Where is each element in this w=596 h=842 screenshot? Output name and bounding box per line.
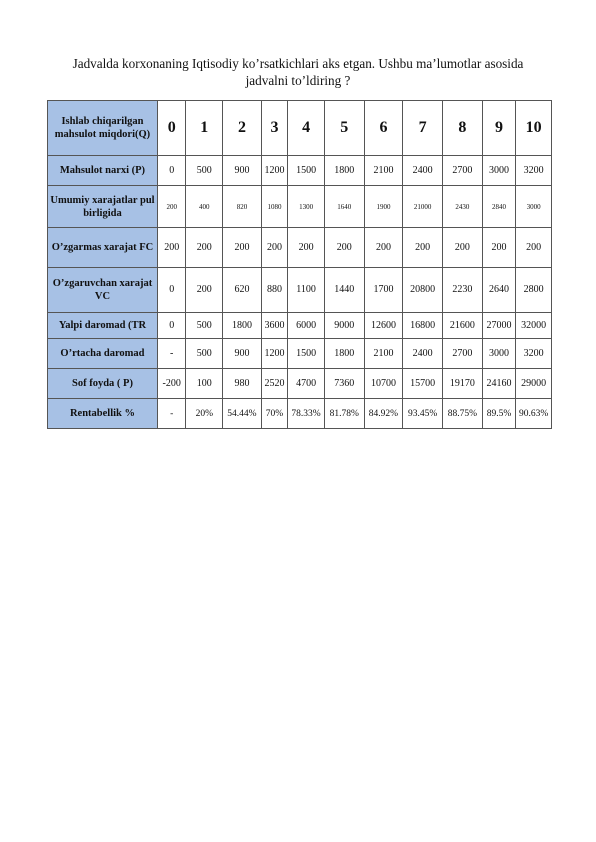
table-cell: 0 <box>157 313 186 339</box>
table-cell: 1700 <box>364 268 403 313</box>
table-cell: 3600 <box>261 313 287 339</box>
row-label: O’zgaruvchan xarajat VC <box>48 268 158 313</box>
table-cell: 12600 <box>364 313 403 339</box>
table-cell: - <box>157 399 186 429</box>
table-cell: 1500 <box>288 156 325 186</box>
table-cell: 0 <box>157 156 186 186</box>
table-cell: 29000 <box>516 369 552 399</box>
table-cell: 900 <box>223 156 262 186</box>
table-cell: 24160 <box>482 369 516 399</box>
row-label: O’rtacha daromad <box>48 339 158 369</box>
table-cell: 2700 <box>442 339 482 369</box>
table-cell: 620 <box>223 268 262 313</box>
page-title <box>50 55 546 89</box>
table-cell: 400 <box>186 186 223 228</box>
table-cell: 2430 <box>442 186 482 228</box>
row-label: O’zgarmas xarajat FC <box>48 228 158 268</box>
table-cell: 70% <box>261 399 287 429</box>
table-cell: 200 <box>516 228 552 268</box>
table-cell: 200 <box>288 228 325 268</box>
table-cell: 500 <box>186 156 223 186</box>
table-cell: 1800 <box>324 156 364 186</box>
table-row <box>48 186 552 228</box>
table-cell: 15700 <box>403 369 443 399</box>
table-cell: 1800 <box>223 313 262 339</box>
table-cell: 1800 <box>324 339 364 369</box>
table-cell: 1900 <box>364 186 403 228</box>
table-cell: 200 <box>186 228 223 268</box>
table-cell: 2100 <box>364 156 403 186</box>
table-row <box>48 339 552 369</box>
header-cell: 6 <box>364 101 403 156</box>
table-cell: 32000 <box>516 313 552 339</box>
table-cell: 10700 <box>364 369 403 399</box>
table-cell: 90.63% <box>516 399 552 429</box>
table-cell: 89.5% <box>482 399 516 429</box>
table-cell: 200 <box>223 228 262 268</box>
table-cell: 200 <box>482 228 516 268</box>
table-cell: 980 <box>223 369 262 399</box>
header-cell: 8 <box>442 101 482 156</box>
title-line-2: jadvalni to’ldiring ? <box>245 73 351 88</box>
table-cell: 200 <box>157 186 186 228</box>
table-cell: 78.33% <box>288 399 325 429</box>
row-label: Umumiy xarajatlar pul birligida <box>48 186 158 228</box>
table-cell: 81.78% <box>324 399 364 429</box>
table-row <box>48 369 552 399</box>
table-cell: - <box>157 339 186 369</box>
header-cell: 9 <box>482 101 516 156</box>
table-cell: 1100 <box>288 268 325 313</box>
indicators-table <box>47 100 552 429</box>
header-cell: 10 <box>516 101 552 156</box>
table-cell: 200 <box>186 268 223 313</box>
table-cell: 2700 <box>442 156 482 186</box>
table-cell: 54.44% <box>223 399 262 429</box>
table-cell: 2520 <box>261 369 287 399</box>
table-cell: 200 <box>364 228 403 268</box>
table-cell: 21000 <box>403 186 443 228</box>
title-line-1: Jadvalda korxonaning Iqtisodiy ko’rsatkichlari aks etgan. Ushbu ma’lumotlar asosida <box>72 56 524 71</box>
table-cell: 88.75% <box>442 399 482 429</box>
table-cell: 16800 <box>403 313 443 339</box>
table-cell: 820 <box>223 186 262 228</box>
table-cell: 1440 <box>324 268 364 313</box>
header-cell: 0 <box>157 101 186 156</box>
table-cell: 2400 <box>403 156 443 186</box>
header-cell: 4 <box>288 101 325 156</box>
table-cell: 1200 <box>261 156 287 186</box>
row-label: Sof foyda ( P) <box>48 369 158 399</box>
table-cell: 2840 <box>482 186 516 228</box>
row-label: Mahsulot narxi (P) <box>48 156 158 186</box>
header-cell: 1 <box>186 101 223 156</box>
table-cell: 6000 <box>288 313 325 339</box>
table-cell: 27000 <box>482 313 516 339</box>
table-cell: 3000 <box>516 186 552 228</box>
table-row <box>48 313 552 339</box>
table-cell: 20% <box>186 399 223 429</box>
table-cell: 1300 <box>288 186 325 228</box>
table-cell: 7360 <box>324 369 364 399</box>
table-cell: 3000 <box>482 339 516 369</box>
table-cell: 3200 <box>516 339 552 369</box>
row-label: Yalpi daromad (TR <box>48 313 158 339</box>
table-cell: 900 <box>223 339 262 369</box>
table-cell: 880 <box>261 268 287 313</box>
table-cell: 0 <box>157 268 186 313</box>
table-row <box>48 156 552 186</box>
table-cell: 100 <box>186 369 223 399</box>
table-cell: 20800 <box>403 268 443 313</box>
table-cell: 200 <box>261 228 287 268</box>
header-cell: 5 <box>324 101 364 156</box>
table-cell: 200 <box>324 228 364 268</box>
table-cell: 3000 <box>482 156 516 186</box>
table-cell: 500 <box>186 313 223 339</box>
table-row <box>48 228 552 268</box>
row-label: Rentabellik % <box>48 399 158 429</box>
table-cell: 200 <box>403 228 443 268</box>
table-cell: -200 <box>157 369 186 399</box>
table-cell: 500 <box>186 339 223 369</box>
table-cell: 1500 <box>288 339 325 369</box>
table-cell: 200 <box>157 228 186 268</box>
table-row <box>48 268 552 313</box>
header-cell: 7 <box>403 101 443 156</box>
table-cell: 1080 <box>261 186 287 228</box>
header-label: Ishlab chiqarilgan mahsulot miqdori(Q) <box>48 101 158 156</box>
table-cell: 93.45% <box>403 399 443 429</box>
table-cell: 1200 <box>261 339 287 369</box>
header-cell: 3 <box>261 101 287 156</box>
table-cell: 2640 <box>482 268 516 313</box>
table-cell: 2100 <box>364 339 403 369</box>
table-row <box>48 399 552 429</box>
header-cell: 2 <box>223 101 262 156</box>
table-cell: 2230 <box>442 268 482 313</box>
table-cell: 200 <box>442 228 482 268</box>
table-cell: 4700 <box>288 369 325 399</box>
table-cell: 1640 <box>324 186 364 228</box>
table-header-row <box>48 101 552 156</box>
table-cell: 84.92% <box>364 399 403 429</box>
table-cell: 19170 <box>442 369 482 399</box>
table-cell: 3200 <box>516 156 552 186</box>
table-cell: 21600 <box>442 313 482 339</box>
table-cell: 2800 <box>516 268 552 313</box>
table-cell: 2400 <box>403 339 443 369</box>
table-cell: 9000 <box>324 313 364 339</box>
